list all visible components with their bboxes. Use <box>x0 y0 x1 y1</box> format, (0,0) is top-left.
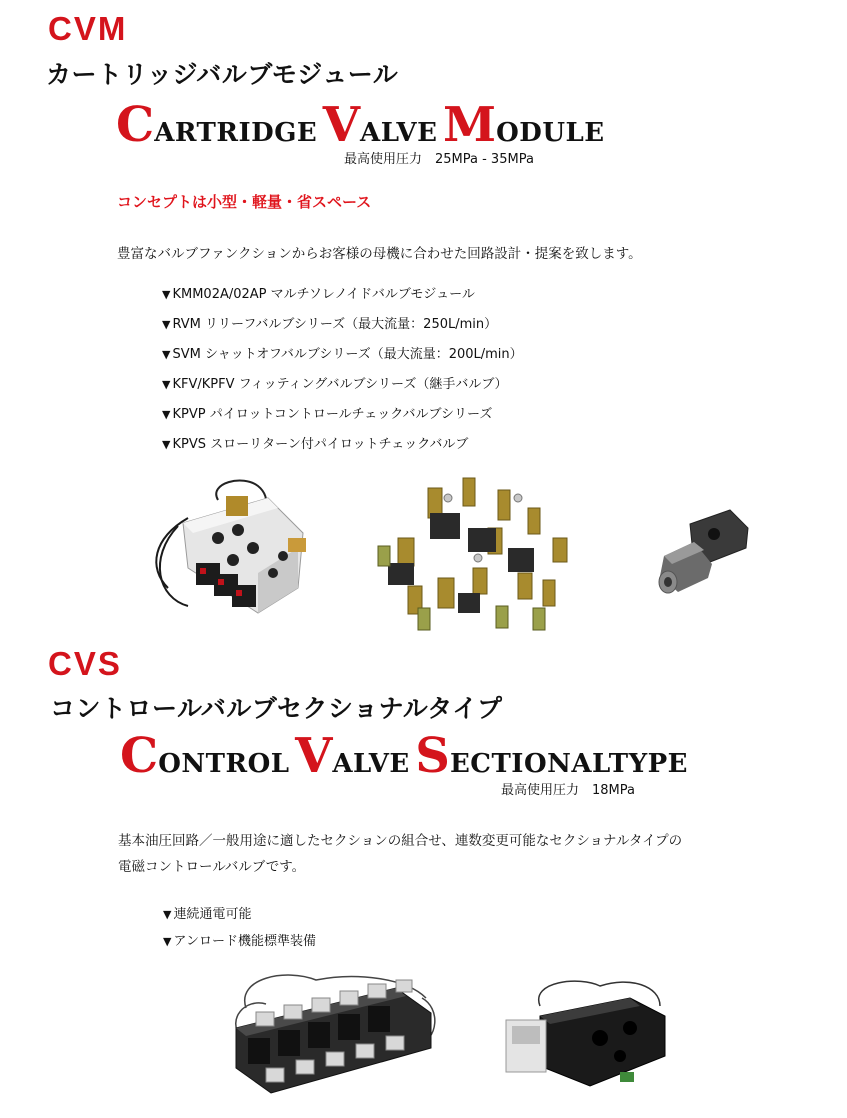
cvs-description-line1: 基本油圧回路／一般用途に適したセクションの組合せ、連数変更可能なセクショナルタイプの <box>118 833 683 849</box>
cvs-en-title <box>120 728 688 784</box>
cvm-item-text: SVM シャットオフバルブシリーズ（最大流量：200L/min） <box>172 347 523 362</box>
cvm-en-w3-cap: M <box>442 97 497 153</box>
cvm-en-w2-cap: V <box>322 97 361 153</box>
cvs-en-w3-rest: ECTIONALTYPE <box>449 749 688 779</box>
cvm-description: 豊富なバルブファンクションからお客様の母機に合わせた回路設計・提案を致します。 <box>117 246 642 262</box>
cvs-item <box>163 903 251 922</box>
triangle-marker-icon: ▼ <box>163 908 172 921</box>
cvs-product-photo-valve-bank <box>226 968 442 1104</box>
cvm-item <box>162 283 475 302</box>
cvm-product-photo-manifold <box>148 478 316 624</box>
triangle-marker-icon: ▼ <box>162 378 171 391</box>
cvm-en-w2-rest: ALVE <box>360 118 438 148</box>
cvm-item-text: KPVP パイロットコントロールチェックバルブシリーズ <box>172 407 493 422</box>
triangle-marker-icon: ▼ <box>162 288 171 301</box>
cvm-item <box>162 313 497 332</box>
triangle-marker-icon: ▼ <box>162 348 171 361</box>
cvs-item <box>163 930 316 949</box>
cvm-concept: コンセプトは小型・軽量・省スペース <box>117 193 372 211</box>
cvs-en-w1-cap: C <box>120 728 159 784</box>
cvm-item-text: KPVS スローリターン付パイロットチェックバルブ <box>172 437 469 452</box>
cvm-jp-title: カートリッジバルブモジュール <box>46 60 399 89</box>
cvs-item-text: 連続通電可能 <box>173 907 252 922</box>
cvm-en-w1-rest: ARTRIDGE <box>154 118 318 148</box>
cvs-en-w2-rest: ALVE <box>332 749 410 779</box>
cvs-pressure: 最高使用圧力 18MPa <box>501 783 635 798</box>
triangle-marker-icon: ▼ <box>162 318 171 331</box>
triangle-marker-icon: ▼ <box>163 935 172 948</box>
cvm-product-photo-cylinder <box>648 506 754 600</box>
triangle-marker-icon: ▼ <box>162 438 171 451</box>
cvm-code: CVM <box>48 10 128 47</box>
cvm-product-photo-assortment <box>368 468 590 638</box>
cvm-en-w3-rest: ODULE <box>496 118 605 148</box>
cvm-item <box>162 433 468 452</box>
cvs-jp-title: コントロールバルブセクショナルタイプ <box>50 694 503 723</box>
cvs-product-photo-compact-valve <box>500 976 670 1098</box>
cvs-en-w2-cap: V <box>295 728 333 784</box>
cvm-en-title <box>116 97 605 153</box>
cvm-item <box>162 373 507 392</box>
cvm-en-w1-cap: C <box>116 97 155 153</box>
cvm-item <box>162 403 492 422</box>
cvm-item-text: KMM02A/02AP マルチソレノイドバルブモジュール <box>172 287 475 302</box>
cvm-item-text: RVM リリーフバルブシリーズ（最大流量：250L/min） <box>172 317 498 332</box>
cvs-description-line2: 電磁コントロールバルブです。 <box>118 859 306 875</box>
cvm-item <box>162 343 523 362</box>
cvs-en-w3-cap: S <box>415 728 450 784</box>
triangle-marker-icon: ▼ <box>162 408 171 421</box>
cvm-pressure: 最高使用圧力 25MPa - 35MPa <box>344 152 534 167</box>
cvs-code: CVS <box>48 645 122 682</box>
cvs-en-w1-rest: ONTROL <box>158 749 290 779</box>
cvs-item-text: アンロード機能標準装備 <box>173 934 316 949</box>
cvm-item-text: KFV/KPFV フィッティングバルブシリーズ（継手バルブ） <box>172 377 508 392</box>
